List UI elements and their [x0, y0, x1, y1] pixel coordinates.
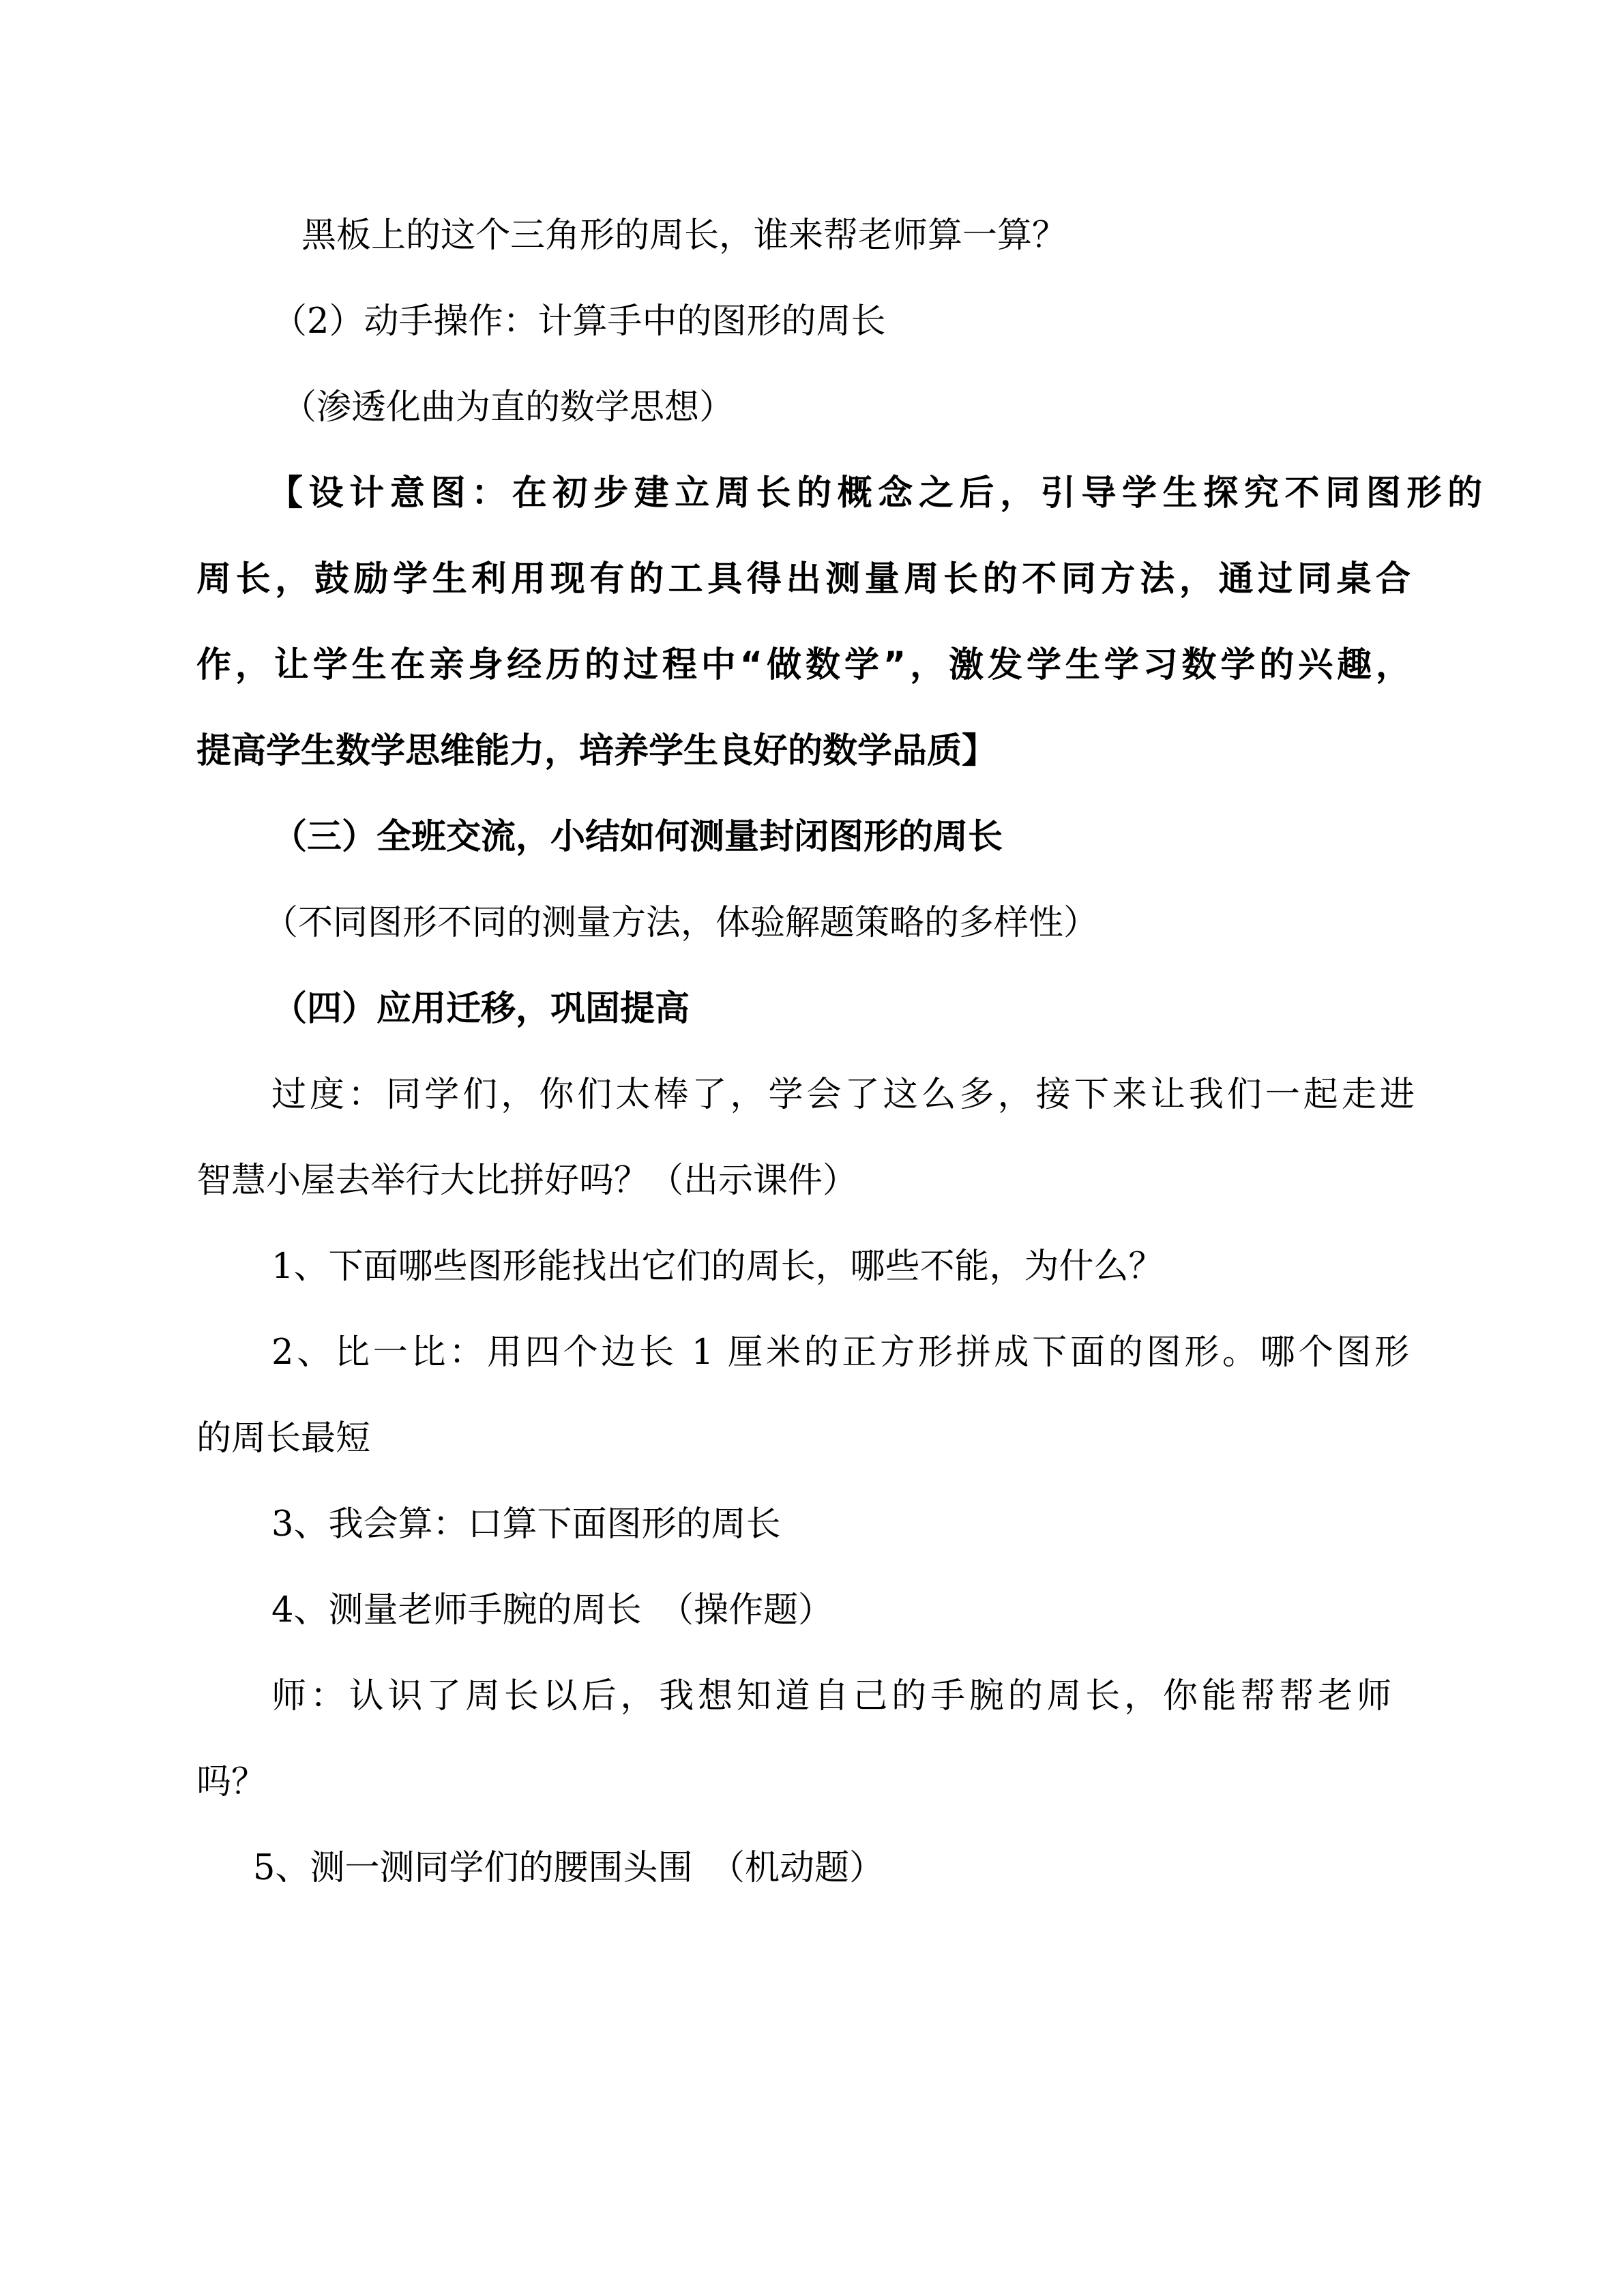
exercise-2-line-1: 2、比一比：用四个边长 1 厘米的正方形拼成下面的图形。哪个图形	[271, 1332, 1409, 1373]
design-intent-line-1: 【设计意图：在初步建立周长的概念之后，引导学生探究不同图形的	[268, 473, 1482, 513]
design-intent-line-2: 周长，鼓励学生利用现有的工具得出测量周长的不同方法，通过同桌合	[196, 559, 1411, 599]
exercise-4: 4、测量老师手腕的周长 （操作题）	[271, 1590, 833, 1630]
teacher-line-2: 吗？	[196, 1762, 267, 1802]
exercise-1: 1、下面哪些图形能找出它们的周长，哪些不能，为什么？	[271, 1247, 1164, 1287]
exercise-3: 3、我会算：口算下面图形的周长	[271, 1504, 781, 1545]
section-heading-4: （四）应用迁移，巩固提高	[272, 989, 690, 1029]
design-intent-line-4: 提高学生数学思维能力，培养学生良好的数学品质】	[196, 731, 997, 771]
text-line-2: （2）动手操作：计算手中的图形的周长	[272, 301, 886, 342]
design-intent-line-3: 作，让学生在亲身经历的过程中“做数学”，激发学生学习数学的兴趣，	[196, 645, 1411, 685]
section-heading-3: （三）全班交流，小结如何测量封闭图形的周长	[272, 817, 1003, 857]
text-line-12: 智慧小屋去举行大比拼好吗？（出示课件）	[196, 1161, 858, 1201]
exercise-2-line-2: 的周长最短	[196, 1418, 371, 1459]
text-line-11: 过度：同学们，你们太棒了，学会了这么多，接下来让我们一起走进	[271, 1075, 1415, 1115]
exercise-5: 5、测一测同学们的腰围头围 （机动题）	[253, 1848, 884, 1888]
text-line-9: （不同图形不同的测量方法，体验解题策略的多样性）	[263, 903, 1099, 943]
teacher-line-1: 师：认识了周长以后，我想知道自己的手腕的周长，你能帮帮老师	[271, 1676, 1391, 1716]
text-line-3: （渗透化曲为直的数学思想）	[282, 387, 735, 428]
text-line-1: 黑板上的这个三角形的周长，谁来帮老师算一算？	[301, 215, 1067, 256]
